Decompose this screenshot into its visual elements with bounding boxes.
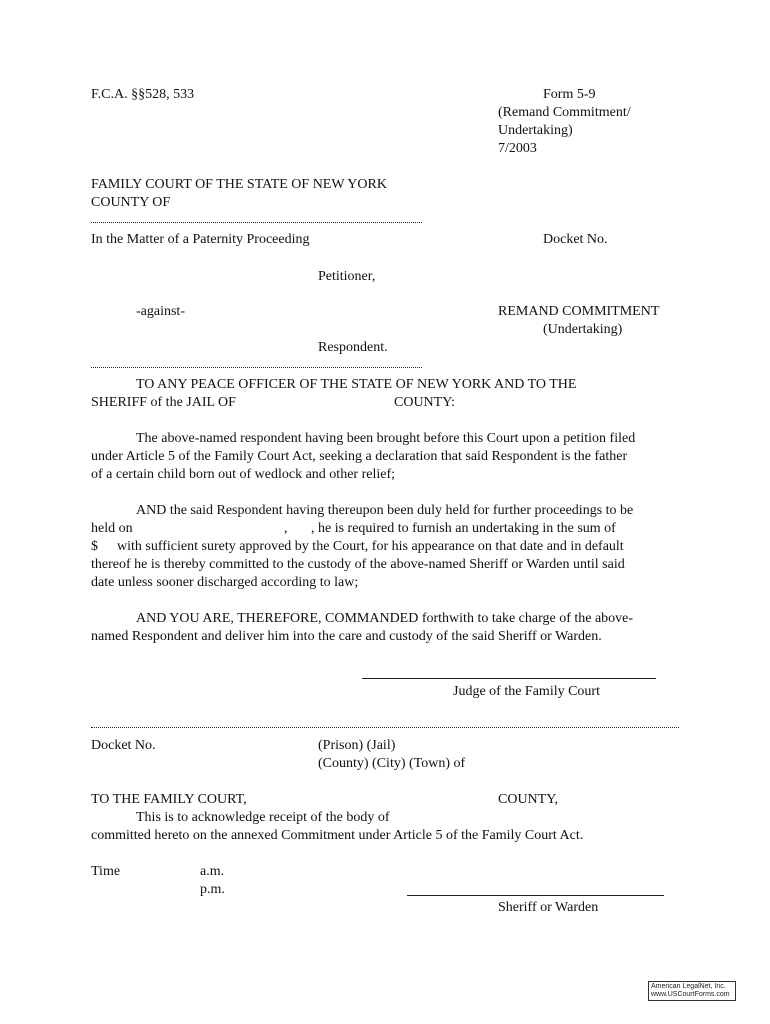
prison-jail-label: (Prison) (Jail): [318, 738, 396, 753]
pm-label: p.m.: [200, 882, 225, 897]
publisher-stamp: [648, 981, 736, 1001]
county-city-town-label: (County) (City) (Town) of: [318, 756, 466, 771]
form-number: Form 5-9: [543, 87, 596, 102]
document-title: REMAND COMMITMENT: [498, 304, 660, 319]
time-label: Time: [91, 864, 121, 879]
paragraph2-line5: date unless sooner discharged according to law;: [91, 575, 359, 590]
publisher-url: www.USCourtForms.com: [651, 991, 730, 998]
court-county: COUNTY OF: [91, 195, 171, 210]
respondent-label: Respondent.: [318, 340, 388, 355]
acknowledgment-line2: committed hereto on the annexed Commitment under Article 5 of the Family Court Act.: [91, 828, 584, 843]
docket-label: Docket No.: [543, 232, 608, 247]
sheriff-signature-line[interactable]: [407, 895, 664, 896]
to-family-court: TO THE FAMILY COURT,: [91, 792, 247, 807]
paragraph2-line2-b: ,: [284, 521, 288, 536]
statute-citation: F.C.A. §§528, 533: [91, 87, 195, 102]
paragraph3-line1: AND YOU ARE, THEREFORE, COMMANDED forthwith to take charge of the above-: [136, 611, 634, 626]
caption-bottom-divider: [91, 367, 422, 368]
court-name: FAMILY COURT OF THE STATE OF NEW YORK: [91, 177, 387, 192]
address-line1: TO ANY PEACE OFFICER OF THE STATE OF NEW YORK AND TO THE: [136, 377, 577, 392]
caption-top-divider: [91, 222, 422, 223]
paragraph1-line3: of a certain child born out of wedlock and other relief;: [91, 467, 395, 482]
paragraph2-line4: thereof he is thereby committed to the custody of the above-named Sheriff or Warden until said: [91, 557, 625, 572]
paragraph1-line2: under Article 5 of the Family Court Act, seeking a declaration that said Respondent is the father: [91, 449, 628, 464]
paragraph2-line2-c: , he is required to furnish an undertaking in the sum of: [311, 521, 616, 536]
matter-title: In the Matter of a Paternity Proceeding: [91, 232, 310, 247]
address-line2-a: SHERIFF of the JAIL OF: [91, 395, 236, 410]
form-title-line1: (Remand Commitment/: [498, 105, 631, 120]
publisher-name: American LegalNet, Inc.: [651, 983, 726, 990]
petitioner-label: Petitioner,: [318, 269, 376, 284]
against-label: -against-: [136, 304, 185, 319]
document-subtitle: (Undertaking): [543, 322, 623, 337]
receipt-docket-label: Docket No.: [91, 738, 156, 753]
paragraph3-line2: named Respondent and deliver him into the care and custody of the said Sheriff or Warden.: [91, 629, 602, 644]
form-date: 7/2003: [498, 141, 537, 156]
judge-signature-label: Judge of the Family Court: [453, 684, 600, 699]
paragraph1-line1: The above-named respondent having been brought before this Court upon a petition filed: [136, 431, 636, 446]
sheriff-signature-label: Sheriff or Warden: [498, 900, 599, 915]
am-label: a.m.: [200, 864, 225, 879]
judge-signature-line[interactable]: [362, 678, 656, 679]
form-title-line2: Undertaking): [498, 123, 573, 138]
paragraph2-line1: AND the said Respondent having thereupon been duly held for further proceedings to be: [136, 503, 634, 518]
receipt-county-label: COUNTY,: [498, 792, 559, 807]
paragraph2-line3-b: with sufficient surety approved by the Court, for his appearance on that date and in default: [117, 539, 624, 554]
acknowledgment-line1: This is to acknowledge receipt of the body of: [136, 810, 390, 825]
paragraph2-line3-a: $: [91, 539, 98, 554]
address-line2-b: COUNTY:: [394, 395, 455, 410]
receipt-divider: [91, 727, 679, 728]
paragraph2-line2-a: held on: [91, 521, 133, 536]
